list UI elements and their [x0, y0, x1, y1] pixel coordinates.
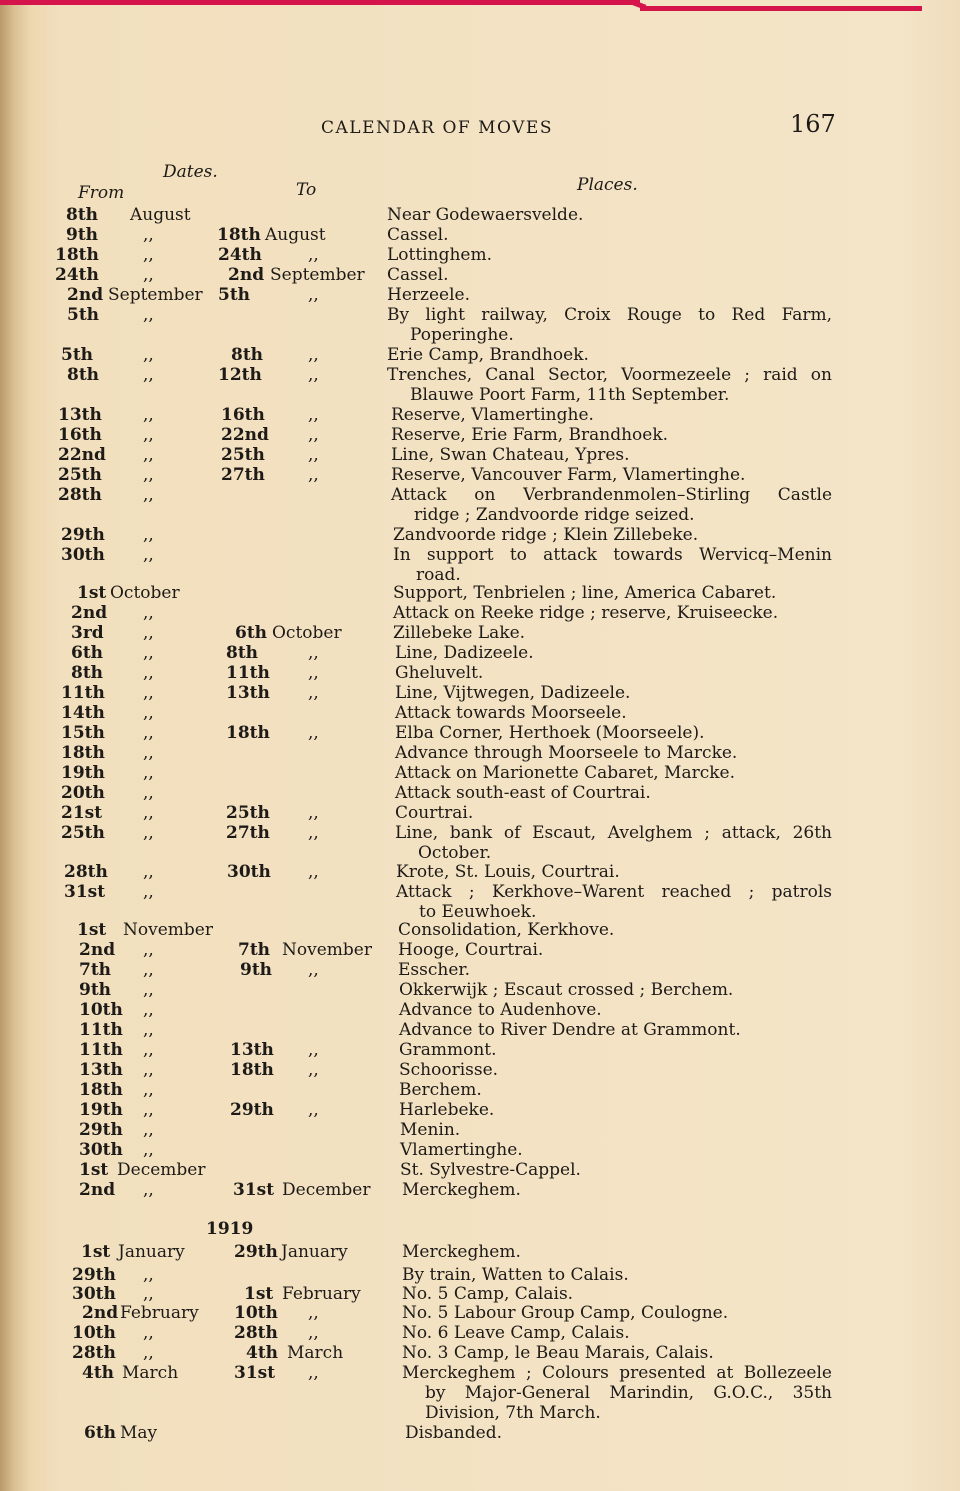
from-day: 25th: [58, 465, 102, 485]
to-month: ,,: [308, 445, 319, 465]
to-day: 11th: [226, 663, 270, 683]
calendar-row: [0, 1080, 960, 1100]
calendar-row: [0, 763, 960, 783]
from-month: ,,: [143, 405, 154, 425]
calendar-row: [0, 525, 960, 545]
to-day: 13th: [230, 1040, 274, 1060]
from-day: 8th: [67, 365, 100, 385]
calendar-row: [0, 545, 960, 565]
from-month: ,,: [143, 683, 154, 703]
to-month: December: [282, 1180, 371, 1200]
to-day: 31st: [233, 1180, 275, 1200]
to-month: ,,: [308, 1100, 319, 1120]
to-day: 4th: [246, 1343, 279, 1363]
calendar-row: [0, 1120, 960, 1140]
place-text: By light railway, Croix Rouge to Red Farm,: [387, 305, 832, 325]
from-month: ,,: [143, 1343, 154, 1363]
place-text: Consolidation, Kerkhove.: [398, 920, 615, 940]
calendar-row-continuation: [0, 325, 960, 345]
calendar-row: [0, 445, 960, 465]
from-month: ,,: [143, 1180, 154, 1200]
from-day: 9th: [66, 225, 99, 245]
from-month: ,,: [143, 305, 154, 325]
calendar-row-continuation: [0, 385, 960, 405]
calendar-row: [0, 1265, 960, 1285]
calendar-row: [0, 1423, 960, 1443]
red-edge-stripe: [0, 0, 640, 5]
from-day: 1st: [77, 920, 107, 940]
calendar-row: [0, 1060, 960, 1080]
place-text: Grammont.: [399, 1040, 497, 1060]
place-text: Courtrai.: [395, 803, 474, 823]
calendar-row: [0, 683, 960, 703]
place-text: Herzeele.: [387, 285, 470, 305]
from-day: 18th: [79, 1080, 123, 1100]
from-month: ,,: [143, 603, 154, 623]
to-month: ,,: [308, 1060, 319, 1080]
place-text: Advance through Moorseele to Marcke.: [395, 743, 738, 763]
to-day: 18th: [217, 225, 261, 245]
calendar-row: [0, 862, 960, 882]
calendar-row: [0, 743, 960, 763]
to-month: ,,: [308, 723, 319, 743]
from-month: ,,: [143, 940, 154, 960]
from-month: ,,: [143, 643, 154, 663]
places-heading: Places.: [577, 175, 638, 195]
place-text: No. 3 Camp, le Beau Marais, Calais.: [402, 1343, 714, 1363]
from-day: 21st: [61, 803, 103, 823]
from-month: ,,: [143, 1000, 154, 1020]
from-day: 29th: [79, 1120, 123, 1140]
calendar-row: [0, 265, 960, 285]
to-day: 25th: [226, 803, 270, 823]
place-text: In support to attack towards Wervicq–Menin: [393, 545, 832, 565]
to-month: ,,: [308, 425, 319, 445]
from-day: 16th: [58, 425, 102, 445]
calendar-row-continuation: [0, 505, 960, 525]
place-text: Schoorisse.: [399, 1060, 499, 1080]
place-text-continuation: Blauwe Poort Farm, 11th September.: [410, 385, 730, 405]
from-month: ,,: [143, 783, 154, 803]
place-text: Merckeghem ; Colours presented at Bollezeele: [402, 1363, 832, 1383]
place-text: Esscher.: [398, 960, 471, 980]
place-text: Line, bank of Escaut, Avelghem ; attack, 26th: [395, 823, 832, 843]
to-month: ,,: [308, 1040, 319, 1060]
place-text: Reserve, Vlamertinghe.: [391, 405, 594, 425]
from-day: 13th: [79, 1060, 123, 1080]
place-text: Attack towards Moorseele.: [395, 703, 627, 723]
from-month: ,,: [143, 245, 154, 265]
from-day: 6th: [71, 643, 104, 663]
calendar-row: [0, 980, 960, 1000]
calendar-row: [0, 703, 960, 723]
to-month: ,,: [308, 663, 319, 683]
place-text: Reserve, Vancouver Farm, Vlamertinghe.: [391, 465, 746, 485]
from-day: 15th: [61, 723, 105, 743]
from-day: 7th: [79, 960, 112, 980]
calendar-row: [0, 1100, 960, 1120]
place-text: No. 5 Camp, Calais.: [402, 1284, 574, 1304]
from-day: 2nd: [79, 940, 116, 960]
place-text: Line, Swan Chateau, Ypres.: [391, 445, 630, 465]
calendar-row: [0, 1363, 960, 1383]
calendar-row: [0, 1140, 960, 1160]
place-text: Elba Corner, Herthoek (Moorseele).: [395, 723, 705, 743]
from-day: 31st: [64, 882, 106, 902]
place-text-continuation: to Eeuwhoek.: [419, 902, 537, 922]
from-month: ,,: [143, 345, 154, 365]
to-day: 18th: [230, 1060, 274, 1080]
from-day: 8th: [71, 663, 104, 683]
place-text: Cassel.: [387, 225, 449, 245]
from-day: 1st: [81, 1242, 111, 1262]
from-day: 2nd: [67, 285, 104, 305]
calendar-row-continuation: [0, 1403, 960, 1423]
to-heading: To: [296, 180, 317, 200]
calendar-row: [0, 205, 960, 225]
from-month: ,,: [143, 1323, 154, 1343]
from-month: ,,: [143, 803, 154, 823]
place-text: Attack on Marionette Cabaret, Marcke.: [395, 763, 736, 783]
calendar-row: [0, 425, 960, 445]
place-text: Vlamertinghe.: [400, 1140, 523, 1160]
calendar-row: [0, 405, 960, 425]
from-month: ,,: [143, 425, 154, 445]
from-day: 5th: [67, 305, 100, 325]
calendar-row: [0, 1323, 960, 1343]
place-text-continuation: October.: [418, 843, 492, 863]
to-day: 12th: [218, 365, 262, 385]
from-month: ,,: [143, 525, 154, 545]
place-text: Merckeghem.: [402, 1180, 521, 1200]
from-month: January: [118, 1242, 185, 1262]
to-day: 25th: [221, 445, 265, 465]
calendar-row: [0, 1040, 960, 1060]
from-day: 5th: [61, 345, 94, 365]
to-day: 22nd: [221, 425, 269, 445]
to-month: ,,: [308, 643, 319, 663]
from-month: ,,: [143, 743, 154, 763]
from-day: 30th: [72, 1284, 116, 1304]
from-day: 30th: [61, 545, 105, 565]
place-text: Erie Camp, Brandhoek.: [387, 345, 589, 365]
to-day: 16th: [221, 405, 265, 425]
to-day: 27th: [221, 465, 265, 485]
from-month: ,,: [143, 980, 154, 1000]
to-month: ,,: [308, 405, 319, 425]
place-text-continuation: by Major-General Marindin, G.O.C., 35th: [425, 1383, 832, 1403]
to-month: ,,: [308, 365, 319, 385]
from-heading: From: [78, 183, 125, 203]
calendar-row: [0, 583, 960, 603]
from-day: 13th: [58, 405, 102, 425]
calendar-row: [0, 365, 960, 385]
from-day: 30th: [79, 1140, 123, 1160]
to-month: ,,: [308, 1363, 319, 1383]
to-day: 29th: [234, 1242, 278, 1262]
from-month: ,,: [143, 1100, 154, 1120]
place-text-continuation: Poperinghe.: [410, 325, 514, 345]
calendar-row: [0, 485, 960, 505]
to-day: 9th: [240, 960, 273, 980]
calendar-row: [0, 465, 960, 485]
place-text: Zandvoorde ridge ; Klein Zillebeke.: [393, 525, 699, 545]
to-day: 6th: [235, 623, 268, 643]
to-day: 28th: [234, 1323, 278, 1343]
from-month: ,,: [143, 1020, 154, 1040]
place-text: Trenches, Canal Sector, Voormezeele ; raid on: [387, 365, 832, 385]
from-month: ,,: [143, 485, 154, 505]
calendar-row: [0, 920, 960, 940]
place-text: No. 5 Labour Group Camp, Coulogne.: [402, 1303, 729, 1323]
place-text: Lottinghem.: [387, 245, 492, 265]
to-month: February: [282, 1284, 361, 1304]
place-text: Advance to Audenhove.: [399, 1000, 602, 1020]
from-month: August: [130, 205, 191, 225]
to-month: ,,: [308, 803, 319, 823]
from-day: 11th: [61, 683, 105, 703]
place-text: Merckeghem.: [402, 1242, 521, 1262]
place-text: Cassel.: [387, 265, 449, 285]
from-day: 10th: [72, 1323, 116, 1343]
place-text: By train, Watten to Calais.: [402, 1265, 629, 1285]
calendar-row: [0, 305, 960, 325]
to-day: 2nd: [228, 265, 265, 285]
place-text: Line, Vijtwegen, Dadizeele.: [395, 683, 631, 703]
from-month: ,,: [143, 365, 154, 385]
to-month: October: [272, 623, 342, 643]
calendar-row: [0, 1000, 960, 1020]
year-heading: 1919: [206, 1219, 254, 1239]
to-day: 31st: [234, 1363, 276, 1383]
from-month: ,,: [143, 623, 154, 643]
to-month: ,,: [308, 1323, 319, 1343]
from-month: ,,: [143, 1040, 154, 1060]
from-month: ,,: [143, 1140, 154, 1160]
from-day: 29th: [72, 1265, 116, 1285]
to-month: August: [265, 225, 326, 245]
place-text: Attack ; Kerkhove–Warent reached ; patrols: [396, 882, 832, 902]
from-day: 18th: [55, 245, 99, 265]
from-month: ,,: [143, 763, 154, 783]
calendar-row: [0, 783, 960, 803]
to-month: ,,: [308, 683, 319, 703]
calendar-row: [0, 1303, 960, 1323]
place-text: Zillebeke Lake.: [393, 623, 526, 643]
from-day: 1st: [79, 1160, 109, 1180]
from-month: ,,: [143, 1060, 154, 1080]
to-month: ,,: [308, 960, 319, 980]
from-month: October: [110, 583, 180, 603]
calendar-row: [0, 285, 960, 305]
place-text: Line, Dadizeele.: [395, 643, 534, 663]
from-month: ,,: [143, 862, 154, 882]
from-month: ,,: [143, 1284, 154, 1304]
from-day: 19th: [79, 1100, 123, 1120]
to-day: 10th: [234, 1303, 278, 1323]
calendar-row: [0, 245, 960, 265]
calendar-row: [0, 803, 960, 823]
from-day: 25th: [61, 823, 105, 843]
calendar-row: [0, 623, 960, 643]
place-text: Near Godewaersvelde.: [387, 205, 584, 225]
from-month: September: [108, 285, 203, 305]
place-text: Krote, St. Louis, Courtrai.: [396, 862, 620, 882]
calendar-row: [0, 882, 960, 902]
place-text: Gheluvelt.: [395, 663, 484, 683]
from-month: ,,: [143, 1080, 154, 1100]
from-day: 11th: [79, 1040, 123, 1060]
from-month: ,,: [143, 545, 154, 565]
to-month: ,,: [308, 465, 319, 485]
from-month: December: [117, 1160, 206, 1180]
calendar-row: [0, 1180, 960, 1200]
from-day: 2nd: [82, 1303, 119, 1323]
calendar-row-continuation: [0, 565, 960, 585]
to-month: ,,: [308, 245, 319, 265]
from-day: 19th: [61, 763, 105, 783]
page-number: 167: [790, 110, 836, 138]
to-month: ,,: [308, 823, 319, 843]
calendar-row: [0, 1242, 960, 1262]
from-day: 4th: [82, 1363, 115, 1383]
to-month: ,,: [308, 285, 319, 305]
place-text-continuation: road.: [416, 565, 461, 585]
from-month: ,,: [143, 960, 154, 980]
to-month: January: [281, 1242, 348, 1262]
place-text: Berchem.: [399, 1080, 482, 1100]
from-month: ,,: [143, 663, 154, 683]
place-text: Harlebeke.: [399, 1100, 495, 1120]
from-day: 10th: [79, 1000, 123, 1020]
place-text: Disbanded.: [405, 1423, 502, 1443]
from-month: ,,: [143, 465, 154, 485]
from-day: 9th: [79, 980, 112, 1000]
place-text-continuation: ridge ; Zandvoorde ridge seized.: [414, 505, 695, 525]
place-text: Okkerwijk ; Escaut crossed ; Berchem.: [399, 980, 734, 1000]
calendar-row: [0, 345, 960, 365]
calendar-row-continuation: [0, 1383, 960, 1403]
from-month: May: [120, 1423, 158, 1443]
from-day: 18th: [61, 743, 105, 763]
calendar-row-continuation: [0, 902, 960, 922]
calendar-row: [0, 225, 960, 245]
from-month: ,,: [143, 1120, 154, 1140]
to-day: 7th: [238, 940, 271, 960]
place-text: Reserve, Erie Farm, Brandhoek.: [391, 425, 669, 445]
from-day: 28th: [58, 485, 102, 505]
calendar-row: [0, 940, 960, 960]
calendar-row-continuation: [0, 843, 960, 863]
to-day: 24th: [218, 245, 262, 265]
to-day: 1st: [244, 1284, 274, 1304]
place-text: No. 6 Leave Camp, Calais.: [402, 1323, 630, 1343]
calendar-row: [0, 603, 960, 623]
to-month: ,,: [308, 862, 319, 882]
from-day: 2nd: [71, 603, 108, 623]
calendar-row: [0, 1020, 960, 1040]
calendar-row: [0, 823, 960, 843]
to-month: ,,: [308, 1303, 319, 1323]
from-month: ,,: [143, 882, 154, 902]
to-day: 8th: [231, 345, 264, 365]
calendar-row: [0, 643, 960, 663]
to-day: 8th: [226, 643, 259, 663]
from-month: ,,: [143, 1265, 154, 1285]
from-month: November: [123, 920, 213, 940]
from-month: ,,: [143, 823, 154, 843]
from-day: 3rd: [71, 623, 104, 643]
from-day: 20th: [61, 783, 105, 803]
from-month: ,,: [143, 445, 154, 465]
place-text: Menin.: [400, 1120, 461, 1140]
from-month: February: [120, 1303, 199, 1323]
from-day: 29th: [61, 525, 105, 545]
place-text-continuation: Division, 7th March.: [425, 1403, 601, 1423]
from-month: ,,: [143, 703, 154, 723]
calendar-row: [0, 1343, 960, 1363]
place-text: Support, Tenbrielen ; line, America Cabaret.: [393, 583, 777, 603]
from-day: 11th: [79, 1020, 123, 1040]
from-day: 28th: [72, 1343, 116, 1363]
to-month: September: [270, 265, 365, 285]
place-text: Advance to River Dendre at Grammont.: [399, 1020, 741, 1040]
dates-heading: Dates.: [163, 162, 218, 182]
from-day: 6th: [84, 1423, 117, 1443]
from-month: ,,: [143, 225, 154, 245]
from-month: ,,: [143, 265, 154, 285]
place-text: Attack on Reeke ridge ; reserve, Kruiseecke.: [393, 603, 779, 623]
from-day: 8th: [66, 205, 99, 225]
from-day: 22nd: [58, 445, 106, 465]
to-day: 18th: [226, 723, 270, 743]
calendar-row: [0, 663, 960, 683]
to-month: November: [282, 940, 372, 960]
place-text: Hooge, Courtrai.: [398, 940, 544, 960]
from-month: ,,: [143, 723, 154, 743]
to-day: 13th: [226, 683, 270, 703]
calendar-row: [0, 960, 960, 980]
to-month: March: [287, 1343, 344, 1363]
from-day: 14th: [61, 703, 105, 723]
calendar-row: [0, 723, 960, 743]
place-text: Attack south-east of Courtrai.: [395, 783, 651, 803]
calendar-row: [0, 1284, 960, 1304]
to-day: 27th: [226, 823, 270, 843]
to-month: ,,: [308, 345, 319, 365]
running-header: CALENDAR OF MOVES: [321, 118, 553, 138]
calendar-row: [0, 1160, 960, 1180]
to-day: 5th: [218, 285, 251, 305]
from-day: 1st: [77, 583, 107, 603]
to-day: 30th: [227, 862, 271, 882]
place-text: Attack on Verbrandenmolen–Stirling Castle: [391, 485, 832, 505]
from-month: March: [122, 1363, 179, 1383]
from-day: 2nd: [79, 1180, 116, 1200]
from-day: 28th: [64, 862, 108, 882]
from-day: 24th: [55, 265, 99, 285]
red-edge-stripe-right: [640, 6, 922, 11]
place-text: St. Sylvestre-Cappel.: [400, 1160, 581, 1180]
to-day: 29th: [230, 1100, 274, 1120]
